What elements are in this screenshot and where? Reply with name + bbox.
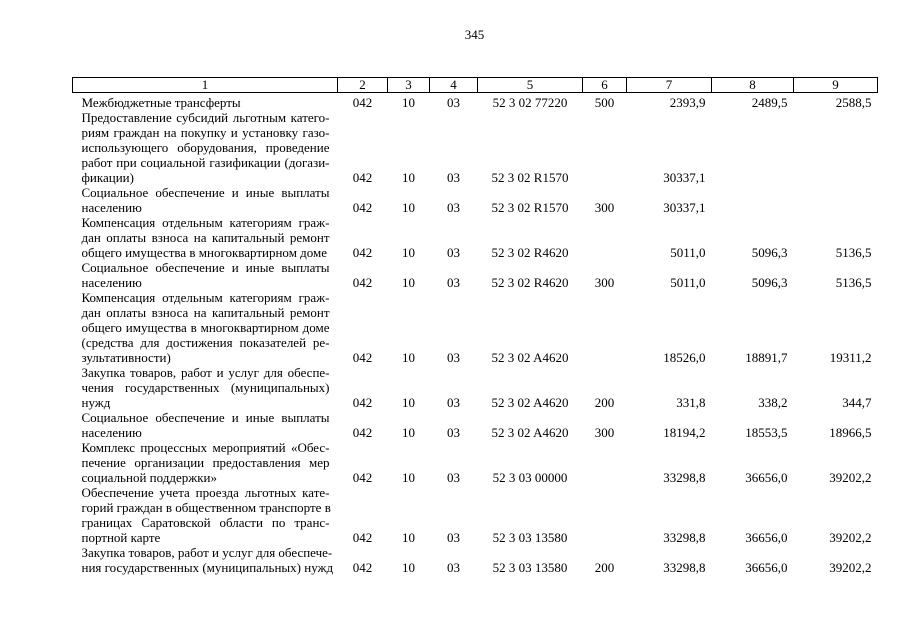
cell-col-5: 52 3 02 A4620 bbox=[491, 350, 569, 365]
cell-col-5: 52 3 02 R1570 bbox=[491, 200, 569, 215]
row-name-line: нужд bbox=[81, 395, 111, 410]
row-name bbox=[73, 185, 338, 215]
row-name-line: населению bbox=[81, 425, 142, 440]
cell-col-9: 19311,2 bbox=[829, 350, 872, 365]
cell-col-3: 10 bbox=[402, 425, 415, 440]
row-name bbox=[73, 290, 338, 365]
cell-col-4: 03 bbox=[447, 425, 460, 440]
cell-col-8 bbox=[712, 185, 794, 215]
cell-col-5: 52 3 02 A4620 bbox=[491, 425, 569, 440]
cell-col-8: 36656,0 bbox=[745, 470, 788, 485]
row-name bbox=[73, 485, 338, 545]
column-header-8: 8 bbox=[712, 78, 794, 93]
cell-col-9 bbox=[794, 110, 878, 185]
row-name bbox=[73, 110, 338, 185]
cell-col-9: 39202,2 bbox=[829, 530, 872, 545]
cell-col-2: 042 bbox=[352, 530, 373, 545]
row-name-line: зультативности) bbox=[81, 350, 171, 365]
column-header-9: 9 bbox=[794, 78, 878, 93]
cell-col-8: 338,2 bbox=[758, 395, 788, 410]
cell-col-5: 52 3 03 13580 bbox=[492, 530, 568, 545]
row-name-line: портной карте bbox=[81, 530, 161, 545]
cell-col-8: 36656,0 bbox=[745, 560, 788, 575]
cell-col-3: 10 bbox=[402, 530, 415, 545]
row-name-line: общего имущества в многоквартирном доме bbox=[81, 320, 330, 335]
cell-col-7: 2393,9 bbox=[669, 95, 706, 110]
row-name bbox=[73, 410, 338, 440]
table-row bbox=[73, 215, 878, 260]
cell-col-7: 331,8 bbox=[676, 395, 706, 410]
row-name-line: (средства для достижения показателей ре- bbox=[81, 335, 330, 350]
cell-col-3: 10 bbox=[402, 395, 415, 410]
cell-col-2: 042 bbox=[352, 200, 373, 215]
row-name-line: фикации) bbox=[81, 170, 134, 185]
cell-col-6: 500 bbox=[594, 95, 615, 110]
cell-col-6: 200 bbox=[594, 560, 615, 575]
cell-col-5: 52 3 02 R1570 bbox=[491, 170, 569, 185]
row-name-line: Межбюджетные трансферты bbox=[81, 95, 241, 110]
table-row bbox=[73, 365, 878, 410]
row-name-line: риям граждан на покупку и установку газо- bbox=[81, 125, 330, 140]
cell-col-4: 03 bbox=[447, 530, 460, 545]
cell-col-3: 10 bbox=[402, 170, 415, 185]
cell-col-3: 10 bbox=[402, 95, 415, 110]
column-header-1: 1 bbox=[73, 78, 338, 93]
cell-col-4: 03 bbox=[447, 275, 460, 290]
column-header-5: 5 bbox=[478, 78, 583, 93]
row-name-line: общего имущества в многоквартирном доме bbox=[81, 245, 328, 260]
table-row bbox=[73, 440, 878, 485]
cell-col-6: 200 bbox=[594, 395, 615, 410]
row-name-line: социальной поддержки» bbox=[81, 470, 217, 485]
row-name-line: Обеспечение учета проезда льготных кате- bbox=[81, 485, 330, 500]
row-name-line: Предоставление субсидий льготным катего- bbox=[81, 110, 330, 125]
row-name bbox=[73, 215, 338, 260]
cell-col-7: 30337,1 bbox=[663, 170, 706, 185]
cell-col-9 bbox=[794, 185, 878, 215]
cell-col-7: 18194,2 bbox=[663, 425, 706, 440]
cell-col-6 bbox=[583, 485, 627, 545]
row-name-line: дан оплаты взноса на капитальный ремонт bbox=[81, 230, 330, 245]
cell-col-5: 52 3 02 R4620 bbox=[491, 245, 569, 260]
row-name-line: населению bbox=[81, 200, 142, 215]
row-name-line: печение организации предоставления мер bbox=[81, 455, 330, 470]
row-name-line: Социальное обеспечение и иные выплаты bbox=[81, 410, 330, 425]
table-body bbox=[73, 93, 878, 576]
cell-col-4: 03 bbox=[447, 170, 460, 185]
column-header-2: 2 bbox=[338, 78, 388, 93]
row-name-line: Закупка товаров, работ и услуг для обеспече- bbox=[81, 545, 333, 560]
table-row bbox=[73, 110, 878, 185]
cell-col-4: 03 bbox=[447, 395, 460, 410]
cell-col-7: 33298,8 bbox=[663, 530, 706, 545]
row-name-line: горий граждан в общественном транспорте в bbox=[81, 500, 331, 515]
table-row bbox=[73, 290, 878, 365]
cell-col-2: 042 bbox=[352, 245, 373, 260]
cell-col-3: 10 bbox=[402, 275, 415, 290]
cell-col-5: 52 3 02 77220 bbox=[492, 95, 568, 110]
cell-col-4: 03 bbox=[447, 470, 460, 485]
budget-table bbox=[72, 77, 878, 575]
cell-col-5: 52 3 03 13580 bbox=[492, 560, 568, 575]
cell-col-8: 5096,3 bbox=[751, 245, 788, 260]
cell-col-7: 30337,1 bbox=[663, 200, 706, 215]
table-row bbox=[73, 485, 878, 545]
cell-col-9: 18966,5 bbox=[829, 425, 872, 440]
cell-col-3: 10 bbox=[402, 560, 415, 575]
row-name bbox=[73, 93, 338, 111]
cell-col-7: 18526,0 bbox=[663, 350, 706, 365]
row-name-line: границах Саратовской области по транс- bbox=[81, 515, 330, 530]
cell-col-8: 2489,5 bbox=[751, 95, 788, 110]
row-name-line: населению bbox=[81, 275, 142, 290]
table-row bbox=[73, 185, 878, 215]
cell-col-9: 5136,5 bbox=[835, 245, 872, 260]
column-header-6: 6 bbox=[583, 78, 627, 93]
cell-col-2: 042 bbox=[352, 395, 373, 410]
page-number: 345 bbox=[464, 27, 485, 42]
row-name-line: Социальное обеспечение и иные выплаты bbox=[81, 260, 330, 275]
cell-col-6 bbox=[583, 290, 627, 365]
cell-col-6 bbox=[583, 215, 627, 260]
cell-col-2: 042 bbox=[352, 470, 373, 485]
row-name bbox=[73, 260, 338, 290]
table-header-row bbox=[73, 78, 878, 93]
cell-col-9: 344,7 bbox=[842, 395, 872, 410]
row-name-line: Социальное обеспечение и иные выплаты bbox=[81, 185, 330, 200]
cell-col-3: 10 bbox=[402, 245, 415, 260]
cell-col-5: 52 3 02 A4620 bbox=[491, 395, 569, 410]
cell-col-4: 03 bbox=[447, 95, 460, 110]
cell-col-8: 18553,5 bbox=[745, 425, 788, 440]
cell-col-4: 03 bbox=[447, 200, 460, 215]
row-name bbox=[73, 545, 338, 575]
cell-col-4: 03 bbox=[447, 350, 460, 365]
row-name bbox=[73, 440, 338, 485]
cell-col-4: 03 bbox=[447, 560, 460, 575]
table-row bbox=[73, 93, 878, 111]
cell-col-6 bbox=[583, 110, 627, 185]
row-name-line: использующего оборудования, проведение bbox=[81, 140, 330, 155]
cell-col-9: 39202,2 bbox=[829, 560, 872, 575]
row-name-line: чения государственных (муниципальных) bbox=[81, 380, 330, 395]
row-name bbox=[73, 365, 338, 410]
column-header-7: 7 bbox=[627, 78, 712, 93]
cell-col-7: 5011,0 bbox=[670, 275, 706, 290]
row-name-line: ния государственных (муниципальных) нужд bbox=[81, 560, 334, 575]
cell-col-2: 042 bbox=[352, 560, 373, 575]
cell-col-7: 5011,0 bbox=[670, 245, 706, 260]
table-row bbox=[73, 260, 878, 290]
cell-col-5: 52 3 02 R4620 bbox=[491, 275, 569, 290]
cell-col-8: 5096,3 bbox=[751, 275, 788, 290]
row-name-line: работ при социальной газификации (догази- bbox=[81, 155, 330, 170]
cell-col-6: 300 bbox=[594, 200, 615, 215]
row-name-line: Компенсация отдельным категориям граж- bbox=[81, 290, 330, 305]
cell-col-9: 39202,2 bbox=[829, 470, 872, 485]
row-name-line: дан оплаты взноса на капитальный ремонт bbox=[81, 305, 330, 320]
table-row bbox=[73, 545, 878, 575]
cell-col-2: 042 bbox=[352, 170, 373, 185]
column-header-3: 3 bbox=[388, 78, 430, 93]
cell-col-6 bbox=[583, 440, 627, 485]
cell-col-6: 300 bbox=[594, 425, 615, 440]
cell-col-8 bbox=[712, 110, 794, 185]
cell-col-9: 2588,5 bbox=[835, 95, 872, 110]
cell-col-2: 042 bbox=[352, 95, 373, 110]
cell-col-3: 10 bbox=[402, 200, 415, 215]
row-name-line: Закупка товаров, работ и услуг для обеспе- bbox=[81, 365, 330, 380]
cell-col-4: 03 bbox=[447, 245, 460, 260]
cell-col-2: 042 bbox=[352, 350, 373, 365]
cell-col-7: 33298,8 bbox=[663, 470, 706, 485]
cell-col-5: 52 3 03 00000 bbox=[492, 470, 568, 485]
table-header bbox=[73, 78, 878, 93]
cell-col-2: 042 bbox=[352, 275, 373, 290]
row-name-line: Комплекс процессных мероприятий «Обес- bbox=[81, 440, 330, 455]
column-header-4: 4 bbox=[430, 78, 478, 93]
cell-col-7: 33298,8 bbox=[663, 560, 706, 575]
cell-col-3: 10 bbox=[402, 470, 415, 485]
cell-col-3: 10 bbox=[402, 350, 415, 365]
cell-col-6: 300 bbox=[594, 275, 615, 290]
cell-col-2: 042 bbox=[352, 425, 373, 440]
row-name-line: Компенсация отдельным категориям граж- bbox=[81, 215, 330, 230]
cell-col-8: 18891,7 bbox=[745, 350, 788, 365]
table-row bbox=[73, 410, 878, 440]
cell-col-9: 5136,5 bbox=[835, 275, 872, 290]
cell-col-8: 36656,0 bbox=[745, 530, 788, 545]
